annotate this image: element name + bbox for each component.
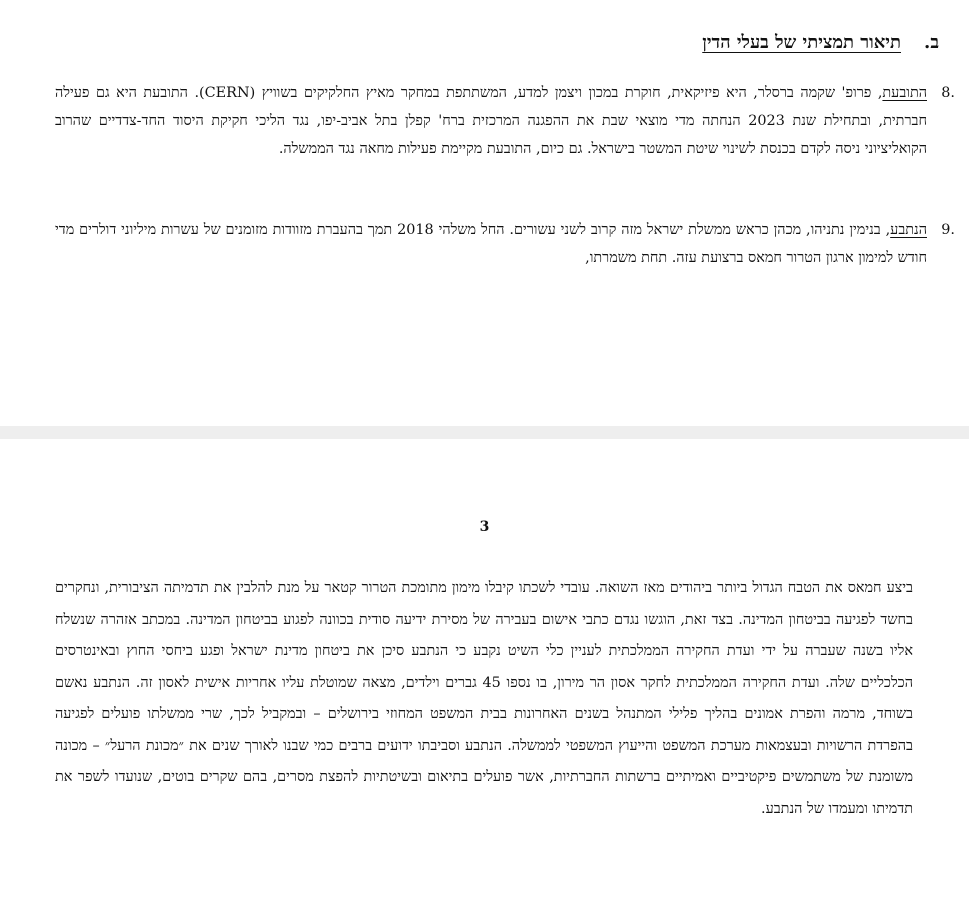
section-heading bbox=[702, 32, 939, 53]
paragraph-number: .8 bbox=[941, 85, 955, 101]
document-page-upper bbox=[0, 0, 969, 426]
page-separator bbox=[0, 426, 969, 439]
document-page-lower bbox=[0, 439, 969, 898]
paragraph-8 bbox=[55, 79, 955, 163]
paragraph-text: , פרופ' שקמה ברסלר, היא פיזיקאית, חוקרת במכון ויצמן למדע, המשתתפת במחקר מאיץ החלקיקים בשוויץ (CERN). התובעת היא גם פעילה חברתית, ובתחילת שנת 2023 הנחתה מדי מוצאי שבת את ההפגנה המרכזית ברח' קפלן בתל אביב-יפו, נגד הליכי חקיקת היסוד החד-צדדיים שהרוב הקואליציוני ניסה לקדם בכנסת לשינוי שיטת המשטר בישראל. גם כיום, התובעת מקיימת פעילות מחאה נגד הממשלה. bbox=[55, 85, 927, 157]
section-title: תיאור תמציתי של בעלי הדין bbox=[702, 32, 901, 53]
party-label-plaintiff: התובעת bbox=[882, 85, 927, 101]
paragraph-text: , בנימין נתניהו, מכהן כראש ממשלת ישראל מזה קרוב לשני עשורים. החל משלהי 2018 תמך בהעברת מזוודות מזומנים של עשרות מיליוני דולרים מדי חודש למימון ארגון הטרור חמאס ברצועת עזה. תחת משמרתו, bbox=[55, 222, 927, 266]
continuation-paragraph: ביצע חמאס את הטבח הגדול ביותר ביהודים מאז השואה. עובדי לשכתו קיבלו מימון מתומכת הטרור קטאר על מנת להלבין את תדמיתה הציבורית, ונחקרים בחשד לפגיעה בביטחון המדינה. בצד זאת, הוגשו נגדם כתבי אישום בעבירה של מסירת ידיעה סודית בכוונה לפגוע בביטחון המדינה. במכתב אזהרה שנשלח אליו בשנה שעברה על ידי ועדת החקירה הממלכתית לעניין כלי השיט נקבע כי הנתבע סיכן את ביטחון מדינת ישראל ופגע ביחסי החוץ ובאינטרסים הכלכליים שלה. ועדת החקירה הממלכתית לחקר אסון הר מירון, בו נספו 45 גברים וילדים, מצאה שמוטלת עליו אחריות אישית לאסון זה. הנתבע נאשם בשוחד, מרמה והפרת אמונים בהליך פלילי המתנהל בשנים האחרונות בבית המשפט המחוזי בירושלים – ובמקביל לכך, שרי ממשלתו פועלים לפגיעה בהפרדת הרשויות ובעצמאות מערכת המשפט והייעוץ המשפטי לממשלה. הנתבע וסביבתו ידועים ברבים כמי שבנו לאורך שנים את ״מכונת הרעל״ – מכונה משומנת של משתמשים פיקטיביים ואמיתיים ברשתות החברתיות, אשר פועלים בתיאום ובשיטתיות להפצת מסרים, בהם שקרים בוטים, שנועדו לשפר את תדמיתו ומעמדו של הנתבע. bbox=[55, 580, 913, 817]
paragraph-9 bbox=[55, 216, 955, 272]
page-number: 3 bbox=[479, 519, 490, 535]
party-label-defendant: הנתבע bbox=[890, 222, 927, 238]
paragraph-number: .9 bbox=[941, 222, 955, 238]
section-letter: ב. bbox=[924, 32, 939, 53]
